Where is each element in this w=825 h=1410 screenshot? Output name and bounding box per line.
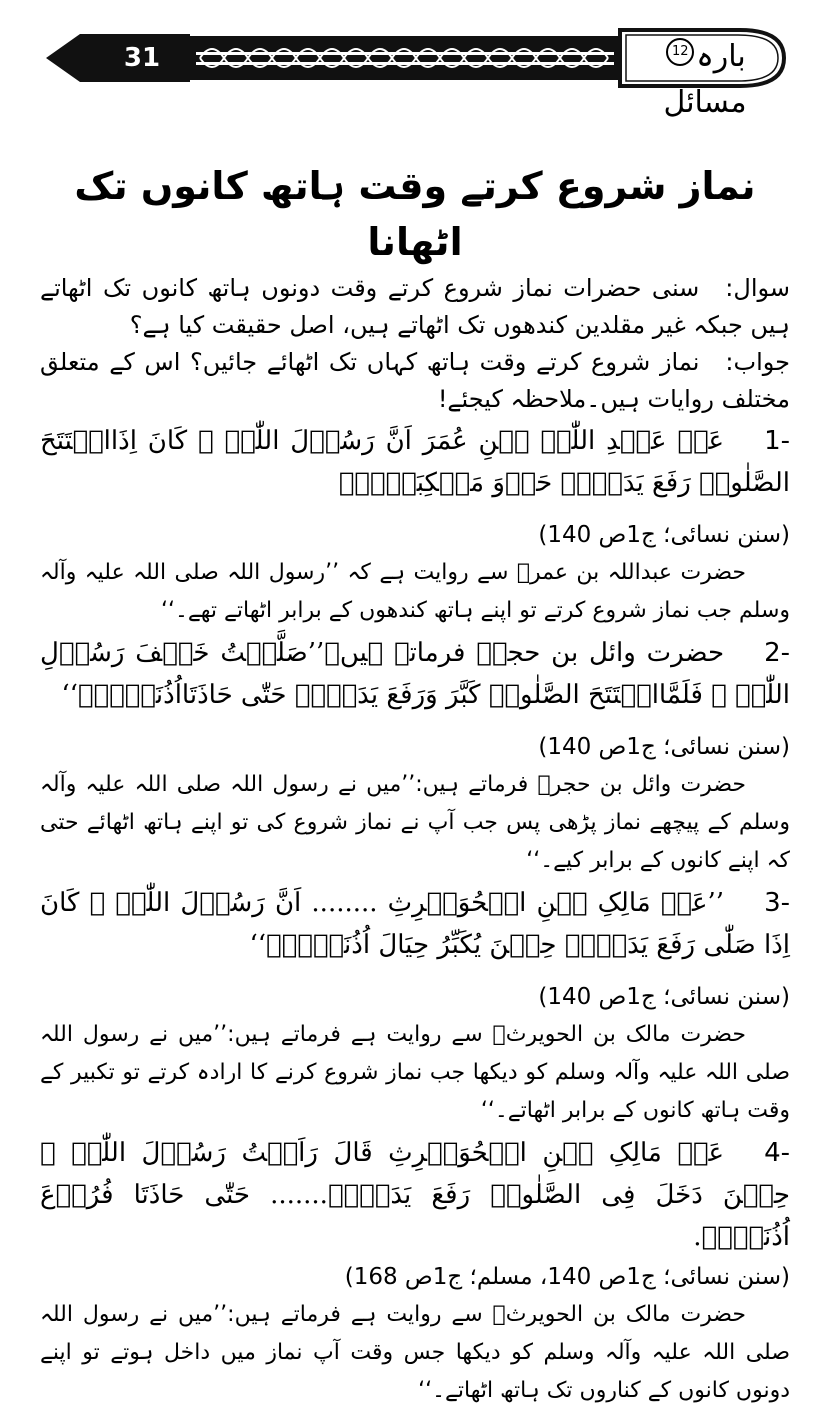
hadith-4-translation: حضرت مالک بن الحویرثؓ سے روایت ہے فرماتے ہیں:’’میں نے رسول اللہ صلی اللہ علیہ وآلہ وسلم کو دیکھا جس وقت آپ نماز میں داخل ہوتے تو اپنے دونوں کانوں کے کناروں تک ہاتھ اٹھاتے۔‘‘ [40, 1302, 790, 1403]
page-title: نماز شروع کرتے وقت ہاتھ کانوں تک اٹھانا [74, 164, 756, 264]
answer-label: جواب: [725, 348, 790, 376]
book-title-number-badge: 12 [666, 38, 694, 66]
book-title-second-word: مسائل [663, 85, 747, 120]
question-paragraph [40, 270, 790, 344]
answer-paragraph [40, 344, 790, 418]
hadith-1-index: 1- [764, 426, 790, 456]
book-title [630, 34, 780, 120]
hadith-2-arabic: حضرت وائل بن حجرؓ فرماتے ہیں۔’’صَلَّیۡتُ خَلۡفَ رَسُوۡلِ اللّٰہِ ﷺ فَلَمَّاافۡتَتَحَ الصَّلٰوۃَ کَبَّرَ وَرَفَعَ یَدَیۡہِ حَتّٰی حَاذَتَااُذُنَیۡہِ۔‘‘ [40, 638, 790, 710]
hadith-2-arabic-text [40, 632, 790, 716]
hadith-1-reference: (سنن نسائی؛ ج1ص 140) [538, 522, 790, 548]
question-label: سوال: [725, 274, 790, 302]
hadith-3-translation: حضرت مالک بن الحویرثؓ سے روایت ہے فرماتے ہیں:’’میں نے رسول اللہ صلی اللہ علیہ وآلہ وسلم کو دیکھا جب نماز شروع کرنے کا ارادہ کرتے تو تکبیر کے وقت ہاتھ کانوں کے برابر اٹھاتے۔‘‘ [40, 1022, 790, 1123]
answer-text: نماز شروع کرتے وقت ہاتھ کہاں تک اٹھائے جائیں؟ اس کے متعلق مختلف روایات ہیں۔ملاحظہ کیجئے! [40, 348, 790, 413]
hadith-1-arabic-text [40, 420, 790, 504]
hadith-1-arabic: عَنۡ عَبۡدِ اللّٰہِ بۡنِ عُمَرَ اَنَّ رَسُوۡلَ اللّٰہِ ﷺ کَانَ اِذَاافۡتَتَحَ الصَّلٰوۃَ رَفَعَ یَدَیۡہِ حَذۡوَ مَنۡکِبَیۡہِ۔ [40, 426, 790, 498]
page-content [40, 158, 790, 1410]
hadith-3-arabic-text [40, 882, 790, 966]
hadith-2-reference: (سنن نسائی؛ ج1ص 140) [538, 734, 790, 760]
question-text: سنی حضرات نماز شروع کرتے وقت دونوں ہاتھ کانوں تک اٹھاتے ہیں جبکہ غیر مقلدین کندھوں تک اٹھاتے ہیں، اصل حقیقت کیا ہے؟ [40, 274, 790, 339]
hadith-3-arabic: ’’عَنۡ مَالِکِ بۡنِ الۡحُوَیۡرِثِ ........ اَنَّ رَسُوۡلَ اللّٰہِ ﷺ کَانَ اِذَا صَلّٰی رَفَعَ یَدَیۡہِ حِیۡنَ یُکَبِّرُ حِیَالَ اُذُنَیۡہِ۔‘‘ [40, 888, 790, 960]
hadith-1-translation: حضرت عبداللہ بن عمرؓ سے روایت ہے کہ ’’رسول اللہ صلی اللہ علیہ وآلہ وسلم جب نماز شروع کرتے تو اپنے ہاتھ کندھوں کے برابر اٹھاتے تھے۔‘‘ [40, 560, 790, 623]
hadith-4-arabic: عَنۡ مَالِکِ بۡنِ الۡحُوَیۡرِثِ قَالَ رَاَیۡتُ رَسُوۡلَ اللّٰہِ ﷺ حِیۡنَ دَخَلَ فِی الصَّلٰوۃِ رَفَعَ یَدَیۡہِ....... حَتّٰی حَاذَتَا فُرُوۡعَ اُذُنَیۡہِ. [40, 1138, 790, 1252]
hadith-3-index: 3- [764, 888, 790, 918]
hadith-3-reference: (سنن نسائی؛ ج1ص 140) [538, 984, 790, 1010]
page-number: 31 [123, 43, 161, 73]
hadith-4-index: 4- [764, 1138, 790, 1168]
page-header [40, 22, 790, 120]
hadith-4-reference: (سنن نسائی؛ ج1ص 140، مسلم؛ ج1ص 168) [344, 1264, 790, 1290]
hadith-4-arabic-text [40, 1132, 790, 1258]
hadith-2-translation: حضرت وائل بن حجرؓ فرماتے ہیں:’’میں نے رسول اللہ صلی اللہ علیہ وآلہ وسلم کے پیچھے نماز پڑھی پس جب آپ نے نماز شروع کی تو اپنے ہاتھ اٹھائے حتی کہ اپنے کانوں کے برابر کیے۔‘‘ [40, 772, 790, 873]
book-title-first-word: بارہ [696, 39, 746, 74]
hadith-2-index: 2- [764, 638, 790, 668]
